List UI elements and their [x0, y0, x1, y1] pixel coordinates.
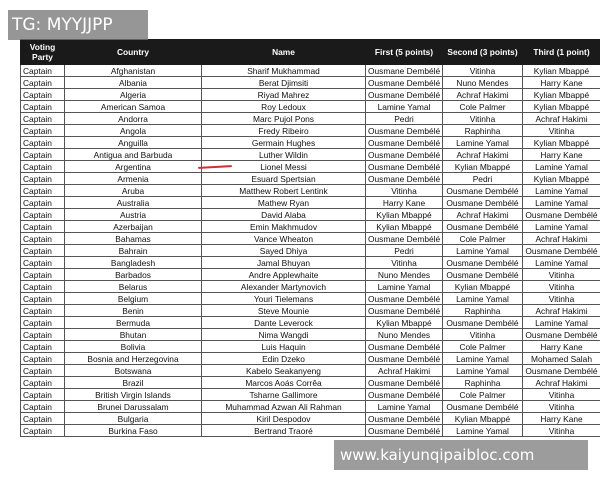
country-cell: Albania	[65, 77, 202, 89]
voting-party-cell: Captain	[21, 257, 65, 269]
name-cell: Vance Wheaton	[202, 233, 366, 245]
table-row	[21, 149, 600, 161]
name-cell: Marcos Aoás Corrêa	[202, 377, 366, 389]
country-cell: Argentina	[65, 161, 202, 173]
name-cell: Edin Dzeko	[202, 353, 366, 365]
first-choice-cell: Ousmane Dembélé	[366, 425, 443, 437]
first-choice-cell: Ousmane Dembélé	[366, 149, 443, 161]
third-choice-cell: Kylian Mbappé	[523, 101, 600, 113]
voting-party-cell: Captain	[21, 365, 65, 377]
second-choice-cell: Raphinha	[443, 305, 523, 317]
third-choice-cell: Harry Kane	[523, 77, 600, 89]
third-choice-cell: Lamine Yamal	[523, 257, 600, 269]
name-cell: Dante Leverock	[202, 317, 366, 329]
name-cell: Kiril Despodov	[202, 413, 366, 425]
table-row	[21, 281, 600, 293]
name-cell: Jamal Bhuyan	[202, 257, 366, 269]
name-cell: Steve Mounie	[202, 305, 366, 317]
third-choice-cell: Achraf Hakimi	[523, 233, 600, 245]
second-choice-cell: Cole Palmer	[443, 341, 523, 353]
third-choice-cell: Vitinha	[523, 401, 600, 413]
second-choice-cell: Cole Palmer	[443, 101, 523, 113]
first-choice-cell: Ousmane Dembélé	[366, 137, 443, 149]
table-row	[21, 197, 600, 209]
table-row	[21, 401, 600, 413]
table-row	[21, 329, 600, 341]
voting-party-cell: Captain	[21, 185, 65, 197]
third-choice-cell: Lamine Yamal	[523, 221, 600, 233]
table-row	[21, 137, 600, 149]
table-row	[21, 113, 600, 125]
country-cell: Bosnia and Herzegovina	[65, 353, 202, 365]
third-choice-cell: Ousmane Dembélé	[523, 245, 600, 257]
first-choice-cell: Pedri	[366, 245, 443, 257]
name-cell: Riyad Mahrez	[202, 89, 366, 101]
voting-party-cell: Captain	[21, 353, 65, 365]
second-choice-cell: Achraf Hakimi	[443, 89, 523, 101]
second-choice-cell: Ousmane Dembélé	[443, 269, 523, 281]
header-country: Country	[65, 40, 202, 65]
first-choice-cell: Ousmane Dembélé	[366, 293, 443, 305]
second-choice-cell: Ousmane Dembélé	[443, 401, 523, 413]
header-second: Second (3 points)	[443, 40, 523, 65]
country-cell: Austria	[65, 209, 202, 221]
name-cell: Kabelo Seakanyeng	[202, 365, 366, 377]
country-cell: Brunei Darussalam	[65, 401, 202, 413]
third-choice-cell: Vitinha	[523, 293, 600, 305]
name-cell: Alexander Martynovich	[202, 281, 366, 293]
third-choice-cell: Achraf Hakimi	[523, 377, 600, 389]
table-row	[21, 89, 600, 101]
voting-party-cell: Captain	[21, 413, 65, 425]
votes-table	[20, 39, 600, 437]
third-choice-cell: Ousmane Dembélé	[523, 329, 600, 341]
country-cell: Afghanistan	[65, 65, 202, 77]
name-cell: Emin Makhmudov	[202, 221, 366, 233]
country-cell: British Virgin Islands	[65, 389, 202, 401]
voting-party-cell: Captain	[21, 377, 65, 389]
voting-party-cell: Captain	[21, 401, 65, 413]
table-row	[21, 245, 600, 257]
table-row	[21, 317, 600, 329]
table-row	[21, 65, 600, 77]
table-row	[21, 209, 600, 221]
second-choice-cell: Kylian Mbappé	[443, 161, 523, 173]
table-row	[21, 293, 600, 305]
first-choice-cell: Ousmane Dembélé	[366, 413, 443, 425]
table-row	[21, 425, 600, 437]
voting-party-cell: Captain	[21, 341, 65, 353]
voting-party-cell: Captain	[21, 293, 65, 305]
second-choice-cell: Achraf Hakimi	[443, 209, 523, 221]
watermark-top: TG: MYYJJPP	[8, 10, 148, 40]
second-choice-cell: Lamine Yamal	[443, 365, 523, 377]
voting-party-cell: Captain	[21, 137, 65, 149]
voting-party-cell: Captain	[21, 113, 65, 125]
first-choice-cell: Pedri	[366, 113, 443, 125]
table-row	[21, 305, 600, 317]
first-choice-cell: Ousmane Dembélé	[366, 305, 443, 317]
third-choice-cell: Ousmane Dembélé	[523, 209, 600, 221]
voting-party-cell: Captain	[21, 161, 65, 173]
first-choice-cell: Vitinha	[366, 257, 443, 269]
voting-party-cell: Captain	[21, 101, 65, 113]
third-choice-cell: Kylian Mbappé	[523, 137, 600, 149]
first-choice-cell: Harry Kane	[366, 197, 443, 209]
voting-party-cell: Captain	[21, 173, 65, 185]
country-cell: Aruba	[65, 185, 202, 197]
table-row	[21, 221, 600, 233]
name-cell: Marc Pujol Pons	[202, 113, 366, 125]
name-cell: Sharif Mukhammad	[202, 65, 366, 77]
first-choice-cell: Ousmane Dembélé	[366, 161, 443, 173]
table-row	[21, 413, 600, 425]
name-cell: Youri Tielemans	[202, 293, 366, 305]
voting-party-cell: Captain	[21, 425, 65, 437]
voting-party-cell: Captain	[21, 281, 65, 293]
first-choice-cell: Lamine Yamal	[366, 281, 443, 293]
country-cell: Angola	[65, 125, 202, 137]
country-cell: American Samoa	[65, 101, 202, 113]
second-choice-cell: Cole Palmer	[443, 389, 523, 401]
voting-party-cell: Captain	[21, 245, 65, 257]
second-choice-cell: Lamine Yamal	[443, 245, 523, 257]
country-cell: Barbados	[65, 269, 202, 281]
third-choice-cell: Harry Kane	[523, 341, 600, 353]
country-cell: Belarus	[65, 281, 202, 293]
name-cell: Bertrand Traoré	[202, 425, 366, 437]
first-choice-cell: Ousmane Dembélé	[366, 233, 443, 245]
second-choice-cell: Ousmane Dembélé	[443, 257, 523, 269]
name-cell: Esuard Spertsian	[202, 173, 366, 185]
third-choice-cell: Kylian Mbappé	[523, 89, 600, 101]
third-choice-cell: Achraf Hakimi	[523, 113, 600, 125]
voting-party-cell: Captain	[21, 269, 65, 281]
second-choice-cell: Vitinha	[443, 113, 523, 125]
name-cell: Germain Hughes	[202, 137, 366, 149]
table-row	[21, 77, 600, 89]
first-choice-cell: Ousmane Dembélé	[366, 125, 443, 137]
first-choice-cell: Nuno Mendes	[366, 329, 443, 341]
country-cell: Botswana	[65, 365, 202, 377]
name-cell: Luis Haquin	[202, 341, 366, 353]
name-cell: Andre Applewhaite	[202, 269, 366, 281]
table-row	[21, 365, 600, 377]
second-choice-cell: Achraf Hakimi	[443, 149, 523, 161]
second-choice-cell: Ousmane Dembélé	[443, 221, 523, 233]
name-cell: Sayed Dhiya	[202, 245, 366, 257]
table-header-row	[21, 40, 600, 65]
name-cell: Matthew Robert Lentink	[202, 185, 366, 197]
second-choice-cell: Lamine Yamal	[443, 353, 523, 365]
first-choice-cell: Vitinha	[366, 185, 443, 197]
country-cell: Australia	[65, 197, 202, 209]
country-cell: Bahrain	[65, 245, 202, 257]
country-cell: Algeria	[65, 89, 202, 101]
table-row	[21, 269, 600, 281]
table-row	[21, 173, 600, 185]
header-name: Name	[202, 40, 366, 65]
watermark-bottom: www.kaiyunqipaibloc.com	[334, 440, 588, 470]
second-choice-cell: Lamine Yamal	[443, 293, 523, 305]
third-choice-cell: Ousmane Dembélé	[523, 365, 600, 377]
first-choice-cell: Ousmane Dembélé	[366, 65, 443, 77]
second-choice-cell: Kylian Mbappé	[443, 281, 523, 293]
country-cell: Bahamas	[65, 233, 202, 245]
voting-party-cell: Captain	[21, 329, 65, 341]
header-third: Third (1 point)	[523, 40, 600, 65]
third-choice-cell: Vitinha	[523, 269, 600, 281]
first-choice-cell: Achraf Hakimi	[366, 365, 443, 377]
second-choice-cell: Cole Palmer	[443, 233, 523, 245]
third-choice-cell: Achraf Hakimi	[523, 305, 600, 317]
second-choice-cell: Vitinha	[443, 65, 523, 77]
country-cell: Burkina Faso	[65, 425, 202, 437]
voting-party-cell: Captain	[21, 125, 65, 137]
first-choice-cell: Nuno Mendes	[366, 269, 443, 281]
country-cell: Anguilla	[65, 137, 202, 149]
voting-party-cell: Captain	[21, 149, 65, 161]
first-choice-cell: Ousmane Dembélé	[366, 377, 443, 389]
table-row	[21, 101, 600, 113]
table-row	[21, 353, 600, 365]
third-choice-cell: Harry Kane	[523, 413, 600, 425]
first-choice-cell: Kylian Mbappé	[366, 221, 443, 233]
third-choice-cell: Lamine Yamal	[523, 197, 600, 209]
first-choice-cell: Kylian Mbappé	[366, 209, 443, 221]
second-choice-cell: Lamine Yamal	[443, 425, 523, 437]
table-row	[21, 389, 600, 401]
table-row	[21, 185, 600, 197]
voting-party-cell: Captain	[21, 221, 65, 233]
second-choice-cell: Ousmane Dembélé	[443, 185, 523, 197]
header-voting-party: Voting Party	[21, 40, 65, 65]
country-cell: Bolivia	[65, 341, 202, 353]
voting-party-cell: Captain	[21, 305, 65, 317]
name-cell: David Alaba	[202, 209, 366, 221]
voting-party-cell: Captain	[21, 389, 65, 401]
name-cell: Roy Ledoux	[202, 101, 366, 113]
second-choice-cell: Ousmane Dembélé	[443, 317, 523, 329]
third-choice-cell: Vitinha	[523, 281, 600, 293]
first-choice-cell: Ousmane Dembélé	[366, 77, 443, 89]
voting-party-cell: Captain	[21, 209, 65, 221]
name-cell: Muhammad Azwan Ali Rahman	[202, 401, 366, 413]
country-cell: Belgium	[65, 293, 202, 305]
country-cell: Benin	[65, 305, 202, 317]
second-choice-cell: Ousmane Dembélé	[443, 197, 523, 209]
name-cell: Tsharne Gallimore	[202, 389, 366, 401]
table-row	[21, 257, 600, 269]
third-choice-cell: Lamine Yamal	[523, 317, 600, 329]
table-row	[21, 341, 600, 353]
country-cell: Andorra	[65, 113, 202, 125]
third-choice-cell: Vitinha	[523, 125, 600, 137]
voting-party-cell: Captain	[21, 89, 65, 101]
second-choice-cell: Raphinha	[443, 125, 523, 137]
name-cell: Mathew Ryan	[202, 197, 366, 209]
first-choice-cell: Ousmane Dembélé	[366, 341, 443, 353]
second-choice-cell: Lamine Yamal	[443, 137, 523, 149]
name-cell: Berat Djimsiti	[202, 77, 366, 89]
voting-party-cell: Captain	[21, 197, 65, 209]
country-cell: Bhutan	[65, 329, 202, 341]
voting-party-cell: Captain	[21, 317, 65, 329]
name-cell: Lionel Messi	[202, 161, 366, 173]
country-cell: Azerbaijan	[65, 221, 202, 233]
first-choice-cell: Ousmane Dembélé	[366, 173, 443, 185]
third-choice-cell: Kylian Mbappé	[523, 173, 600, 185]
third-choice-cell: Kylian Mbappé	[523, 65, 600, 77]
third-choice-cell: Vitinha	[523, 389, 600, 401]
second-choice-cell: Kylian Mbappé	[443, 413, 523, 425]
third-choice-cell: Vitinha	[523, 425, 600, 437]
second-choice-cell: Nuno Mendes	[443, 77, 523, 89]
first-choice-cell: Kylian Mbappé	[366, 317, 443, 329]
second-choice-cell: Raphinha	[443, 377, 523, 389]
voting-party-cell: Captain	[21, 65, 65, 77]
second-choice-cell: Pedri	[443, 173, 523, 185]
third-choice-cell: Mohamed Salah	[523, 353, 600, 365]
table-row	[21, 377, 600, 389]
third-choice-cell: Harry Kane	[523, 149, 600, 161]
first-choice-cell: Lamine Yamal	[366, 101, 443, 113]
third-choice-cell: Lamine Yamal	[523, 185, 600, 197]
voting-party-cell: Captain	[21, 77, 65, 89]
second-choice-cell: Vitinha	[443, 329, 523, 341]
first-choice-cell: Lamine Yamal	[366, 401, 443, 413]
country-cell: Bulgaria	[65, 413, 202, 425]
name-cell: Nima Wangdi	[202, 329, 366, 341]
country-cell: Bermuda	[65, 317, 202, 329]
first-choice-cell: Ousmane Dembélé	[366, 353, 443, 365]
country-cell: Antigua and Barbuda	[65, 149, 202, 161]
country-cell: Bangladesh	[65, 257, 202, 269]
table-row	[21, 233, 600, 245]
country-cell: Brazil	[65, 377, 202, 389]
header-first: First (5 points)	[366, 40, 443, 65]
name-cell: Fredy Ribeiro	[202, 125, 366, 137]
table-row	[21, 125, 600, 137]
third-choice-cell: Lamine Yamal	[523, 161, 600, 173]
voting-party-cell: Captain	[21, 233, 65, 245]
first-choice-cell: Ousmane Dembélé	[366, 89, 443, 101]
first-choice-cell: Ousmane Dembélé	[366, 389, 443, 401]
table-row	[21, 161, 600, 173]
country-cell: Armenia	[65, 173, 202, 185]
name-cell: Luther Wildin	[202, 149, 366, 161]
